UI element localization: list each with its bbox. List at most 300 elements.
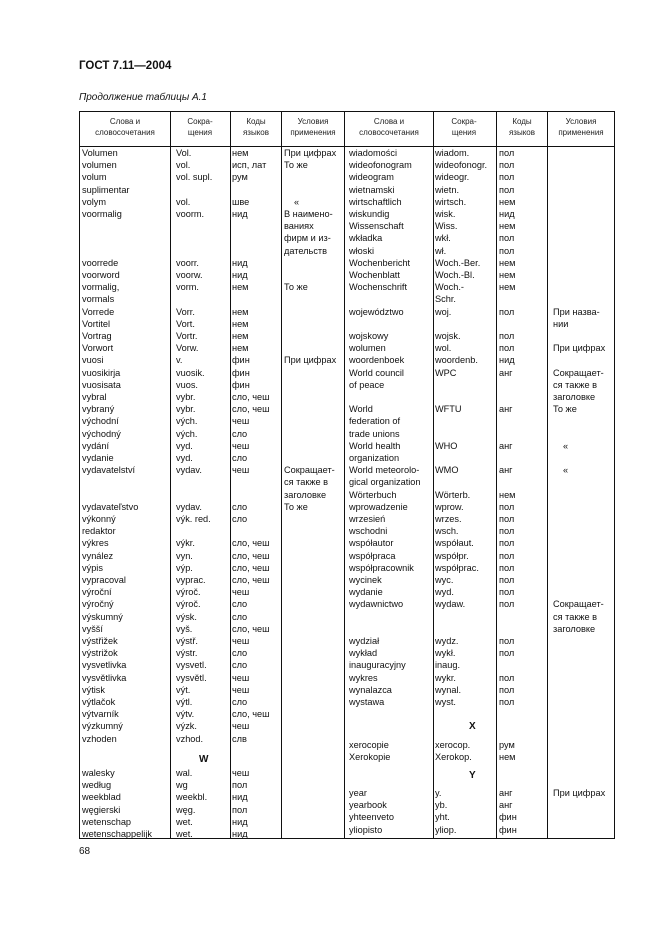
column-header-abbr: Сокра-щения: [187, 117, 213, 137]
cell-cond: То же: [284, 282, 308, 293]
cell-code: пол: [499, 160, 515, 171]
cell-abbr: Vortr.: [176, 331, 198, 341]
cell-code: пол: [499, 172, 515, 183]
cell-cond: «: [563, 440, 569, 451]
cell-abbr: Vol.: [176, 148, 192, 158]
cell-abbr: výkr.: [176, 538, 195, 549]
column-header-codes: Коды языков: [508, 117, 536, 137]
cell-word: výstřižek: [82, 636, 118, 646]
cell-abbr: xerocop.: [435, 740, 471, 750]
cell-abbr: vysvetl.: [176, 660, 207, 671]
cell-word: year: [349, 788, 367, 798]
cell-word: výkonný: [82, 514, 116, 524]
cell-abbr: vyš.: [176, 623, 193, 634]
cell-abbr: wg: [176, 780, 188, 791]
cell-abbr: vybr.: [176, 404, 196, 415]
cell-abbr: wietn.: [435, 184, 460, 195]
cell-cond: ваниях: [284, 221, 314, 232]
cell-abbr: WMO: [435, 465, 459, 476]
cell-abbr: WFTU: [435, 404, 462, 415]
column-header-codes: Коды языков: [242, 117, 270, 137]
cell-abbr: yliop.: [435, 824, 457, 835]
cell-abbr: współpr.: [435, 550, 469, 561]
cell-code: анг: [499, 465, 513, 476]
cell-word: Vorwort: [82, 343, 114, 354]
cell-word: vybral: [82, 392, 107, 402]
cell-word: vuosisata: [82, 379, 121, 390]
cell-word: volym: [82, 196, 106, 207]
cell-cond: «: [563, 465, 569, 476]
cell-word: weekblad: [82, 792, 121, 803]
column-header-abbr: Сокра-щения: [451, 117, 477, 137]
cell-abbr: inaug.: [435, 660, 461, 671]
cell-code: пол: [499, 636, 515, 646]
cell-word: yhteenveto: [349, 812, 394, 823]
cell-abbr: vyn.: [176, 550, 193, 561]
section-letter-x: X: [469, 721, 476, 732]
cell-cond: То же: [553, 404, 577, 415]
cell-abbr: wkł.: [435, 233, 451, 244]
cell-word: Vortrag: [82, 331, 112, 341]
cell-cond: То же: [284, 501, 308, 512]
cell-abbr: wł.: [435, 245, 447, 256]
column-divider: [496, 111, 497, 839]
cell-code: нид: [232, 792, 248, 803]
cell-word: výtisk: [82, 684, 105, 695]
cell-code: нем: [232, 318, 249, 329]
cell-code: фин: [232, 379, 250, 390]
cell-abbr: výk. red.: [176, 514, 211, 524]
cell-abbr: WHO: [435, 440, 458, 451]
cell-abbr: vol.: [176, 160, 191, 171]
cell-code: чеш: [232, 440, 250, 451]
cell-word: Wochenschrift: [349, 282, 408, 293]
cell-code: нид: [232, 829, 248, 839]
cell-code: слв: [232, 733, 247, 744]
column-divider: [79, 111, 80, 839]
column-divider: [281, 111, 282, 839]
cell-word: World meteorolo-: [349, 465, 420, 476]
cell-word: według: [82, 780, 112, 791]
cell-code: пол: [499, 514, 515, 524]
cell-word: vysvětlivka: [82, 672, 127, 683]
column-header-conditions: Условия применения: [290, 117, 336, 137]
cell-word: výzkumný: [82, 721, 123, 732]
cell-code: анг: [499, 440, 513, 451]
cell-code: пол: [499, 501, 515, 512]
cell-word: węgierski: [82, 804, 121, 815]
cell-word: vormals: [82, 294, 115, 305]
cell-word: výstrižok: [82, 648, 118, 659]
column-divider: [547, 111, 548, 839]
cell-abbr: wiadom.: [435, 148, 470, 158]
column-header-words: Слова и словосочетания: [95, 117, 155, 137]
cell-cond: При цифрах: [284, 355, 337, 366]
cell-cond: При цифрах: [553, 788, 606, 798]
column-divider: [433, 111, 434, 839]
cell-abbr: vých.: [176, 428, 198, 439]
cell-abbr: vol.: [176, 196, 191, 207]
cell-word: vydanie: [82, 453, 114, 463]
cell-code: чеш: [232, 636, 250, 646]
cell-cond: фирм и из-: [284, 233, 331, 244]
cell-word: wiadomości: [349, 148, 397, 158]
cell-word: wycinek: [349, 575, 382, 585]
cell-abbr: wet.: [176, 816, 193, 827]
cell-code: сло: [232, 611, 248, 622]
cell-word: vzhoden: [82, 733, 117, 744]
cell-cond: «: [294, 196, 300, 207]
cell-abbr: výt.: [176, 684, 191, 695]
cell-abbr: wideofonogr.: [435, 160, 488, 171]
cell-code: нид: [499, 355, 515, 366]
cell-word: woordenboek: [349, 355, 405, 366]
cell-word: Vorrede: [82, 306, 115, 317]
cell-code: пол: [499, 599, 515, 610]
cell-abbr: vorm.: [176, 282, 199, 293]
cell-abbr: yht.: [435, 812, 450, 823]
cell-abbr: WPC: [435, 367, 457, 378]
cell-code: фин: [232, 355, 250, 366]
cell-code: чеш: [232, 768, 250, 778]
cell-abbr: Vorw.: [176, 343, 199, 354]
cell-word: gical organization: [349, 477, 421, 488]
cell-abbr: vydav.: [176, 501, 202, 512]
cell-code: пол: [232, 780, 248, 791]
section-letter-y: Y: [469, 770, 476, 781]
page-number: 68: [79, 846, 91, 857]
cell-code: сло, чеш: [232, 623, 270, 634]
cell-word: inauguracyjny: [349, 660, 406, 671]
cell-word: voorword: [82, 270, 120, 280]
section-letter-w: W: [199, 754, 209, 765]
cell-abbr: Wörterb.: [435, 489, 471, 500]
cell-word: województwo: [349, 306, 404, 317]
cell-word: World council: [349, 367, 404, 378]
cell-code: нид: [232, 816, 248, 827]
cell-word: wprowadzenie: [349, 501, 408, 512]
cell-word: wojskowy: [349, 331, 389, 341]
cell-word: yliopisto: [349, 824, 383, 835]
cell-word: wetenschappelijk: [82, 829, 152, 839]
cell-word: volumen: [82, 160, 117, 171]
cell-word: vysvetlivka: [82, 660, 127, 671]
cell-abbr: výroč.: [176, 587, 201, 598]
cell-code: нем: [232, 306, 249, 317]
cell-word: wirtschaftlich: [349, 196, 402, 207]
cell-abbr: Vort.: [176, 318, 195, 329]
cell-code: пол: [499, 343, 515, 354]
cell-abbr: Vorr.: [176, 306, 195, 317]
cell-abbr: Woch.-: [435, 282, 464, 293]
cell-code: пол: [499, 648, 515, 659]
cell-abbr: wyc.: [435, 575, 454, 585]
cell-abbr: wydaw.: [435, 599, 466, 610]
table-top-border: [79, 111, 615, 112]
cell-code: пол: [499, 684, 515, 695]
cell-code: чеш: [232, 684, 250, 695]
cell-code: пол: [499, 538, 515, 549]
cell-word: vyšší: [82, 623, 103, 634]
cell-word: włoski: [349, 245, 375, 256]
cell-abbr: vybr.: [176, 392, 196, 402]
cell-word: wykres: [349, 672, 378, 683]
cell-abbr: wykł.: [435, 648, 456, 659]
cell-abbr: vuos.: [176, 379, 198, 390]
cell-word: vuosi: [82, 355, 104, 366]
cell-abbr: yb.: [435, 800, 448, 811]
cell-word: výskumný: [82, 611, 123, 622]
cell-code: анг: [499, 800, 513, 811]
cell-abbr: wideogr.: [435, 172, 470, 183]
cell-word: výtvarník: [82, 709, 119, 720]
cell-abbr: Wiss.: [435, 221, 458, 232]
cell-cond: ся также в: [553, 611, 598, 622]
cell-cond: При цифрах: [553, 343, 606, 354]
cell-abbr: y.: [435, 788, 442, 798]
cell-code: пол: [499, 331, 515, 341]
cell-word: wydanie: [349, 587, 383, 598]
cell-word: wideogram: [349, 172, 394, 183]
column-divider: [344, 111, 345, 839]
cell-code: пол: [499, 697, 515, 707]
cell-word: trade unions: [349, 428, 400, 439]
header-separator: [79, 146, 615, 147]
cell-abbr: výtl.: [176, 697, 193, 707]
cell-abbr: współaut.: [435, 538, 474, 549]
cell-word: wrzesień: [349, 514, 386, 524]
cell-code: анг: [499, 788, 513, 798]
cell-code: нид: [232, 257, 248, 268]
cell-cond: Сокращает-: [284, 465, 335, 476]
cell-abbr: wojsk.: [435, 331, 461, 341]
cell-code: чеш: [232, 465, 250, 476]
cell-code: пол: [499, 672, 515, 683]
cell-abbr: wynal.: [435, 684, 462, 695]
cell-word: organization: [349, 453, 400, 463]
cell-abbr: wal.: [176, 768, 193, 778]
cell-abbr: voorr.: [176, 257, 199, 268]
cell-code: сло, чеш: [232, 550, 270, 561]
cell-word: vuosikirja: [82, 367, 121, 378]
cell-code: фин: [499, 812, 517, 823]
cell-abbr: výstř.: [176, 636, 198, 646]
cell-word: vydavatelství: [82, 465, 136, 476]
cell-code: сло: [232, 501, 248, 512]
cell-code: рум: [232, 172, 248, 183]
column-header-words: Слова и словосочетания: [359, 117, 419, 137]
cell-word: voormalig: [82, 209, 122, 219]
cell-code: пол: [499, 562, 515, 573]
cell-word: World: [349, 404, 373, 415]
cell-cond: ся также в: [553, 379, 598, 390]
cell-code: сло: [232, 428, 248, 439]
cell-word: wschodni: [349, 526, 388, 537]
cell-word: xerocopie: [349, 740, 389, 750]
cell-code: пол: [499, 148, 515, 158]
cell-abbr: výstr.: [176, 648, 198, 659]
cell-abbr: výtv.: [176, 709, 195, 720]
cell-code: нид: [232, 270, 248, 280]
cell-code: пол: [499, 587, 515, 598]
cell-cond: дательств: [284, 245, 328, 256]
cell-word: Vortitel: [82, 318, 111, 329]
cell-code: шве: [232, 196, 250, 207]
cell-word: Volumen: [82, 148, 118, 158]
cell-abbr: vyprac.: [176, 575, 206, 585]
cell-code: пол: [499, 306, 515, 317]
cell-abbr: wrzes.: [435, 514, 462, 524]
cell-abbr: wet.: [176, 829, 193, 839]
cell-code: пол: [499, 184, 515, 195]
cell-code: анг: [499, 367, 513, 378]
cell-word: Xerokopie: [349, 752, 391, 763]
cell-code: пол: [232, 804, 248, 815]
cell-word: vynález: [82, 550, 114, 561]
cell-abbr: vyd.: [176, 453, 193, 463]
cell-word: Wissenschaft: [349, 221, 404, 232]
cell-abbr: v.: [176, 355, 183, 366]
cell-code: нид: [232, 209, 248, 219]
document-title: ГОСТ 7.11—2004: [79, 60, 172, 72]
cell-code: сло: [232, 514, 248, 524]
cell-code: нем: [499, 196, 516, 207]
cell-code: нем: [232, 331, 249, 341]
cell-code: сло, чеш: [232, 709, 270, 720]
cell-abbr: węg.: [176, 804, 196, 815]
cell-word: výroční: [82, 587, 112, 598]
cell-word: suplimentar: [82, 184, 130, 195]
cell-abbr: vých.: [176, 416, 198, 427]
cell-abbr: wyst.: [435, 697, 456, 707]
cell-word: výročný: [82, 599, 114, 610]
cell-code: сло: [232, 599, 248, 610]
cell-abbr: vuosik.: [176, 367, 205, 378]
cell-abbr: voorm.: [176, 209, 205, 219]
cell-word: voorrede: [82, 257, 119, 268]
cell-cond: При цифрах: [284, 148, 337, 158]
cell-word: wydawnictwo: [349, 599, 404, 610]
cell-word: volum: [82, 172, 107, 183]
cell-code: сло: [232, 453, 248, 463]
cell-abbr: voorw.: [176, 270, 203, 280]
cell-word: wykład: [349, 648, 378, 659]
cell-code: сло, чеш: [232, 562, 270, 573]
cell-abbr: weekbl.: [176, 792, 208, 803]
column-divider: [170, 111, 171, 839]
cell-cond: заголовке: [284, 489, 327, 500]
cell-word: Wochenblatt: [349, 270, 400, 280]
cell-code: сло: [232, 648, 248, 659]
cell-code: нем: [499, 221, 516, 232]
cell-word: wetenschap: [82, 816, 132, 827]
cell-abbr: výzk.: [176, 721, 197, 732]
cell-word: wydział: [349, 636, 380, 646]
cell-code: нем: [499, 270, 516, 280]
cell-abbr: Woch.-Ber.: [435, 257, 481, 268]
cell-word: vydavateľstvo: [82, 501, 139, 512]
cell-abbr: výsk.: [176, 611, 197, 622]
cell-code: нем: [499, 752, 516, 763]
cell-code: сло, чеш: [232, 404, 270, 415]
cell-word: wideofonogram: [349, 160, 412, 171]
cell-word: wystawa: [349, 697, 385, 707]
cell-cond: В наимено-: [284, 209, 333, 219]
cell-code: пол: [499, 233, 515, 244]
cell-abbr: vyd.: [176, 440, 193, 451]
cell-abbr: wyd.: [435, 587, 454, 598]
cell-word: redaktor: [82, 526, 116, 537]
cell-abbr: Xerokop.: [435, 752, 472, 763]
cell-code: сло: [232, 660, 248, 671]
cell-abbr: współprac.: [435, 562, 479, 573]
cell-code: фин: [232, 367, 250, 378]
cell-abbr: wydz.: [435, 636, 459, 646]
cell-cond: Сокращает-: [553, 367, 604, 378]
cell-abbr: wisk.: [435, 209, 456, 219]
cell-abbr: vydav.: [176, 465, 202, 476]
cell-cond: Сокращает-: [553, 599, 604, 610]
cell-abbr: Woch.-Bl.: [435, 270, 475, 280]
cell-code: нид: [499, 209, 515, 219]
cell-word: vypracoval: [82, 575, 126, 585]
cell-word: współautor: [349, 538, 394, 549]
cell-code: сло, чеш: [232, 575, 270, 585]
cell-abbr: woj.: [435, 306, 452, 317]
cell-code: чеш: [232, 672, 250, 683]
cell-cond: При назва-: [553, 306, 600, 317]
cell-abbr: wykr.: [435, 672, 456, 683]
cell-word: współpraca: [349, 550, 396, 561]
cell-code: чеш: [232, 416, 250, 427]
cell-code: пол: [499, 245, 515, 256]
cell-code: пол: [499, 575, 515, 585]
cell-abbr: woordenb.: [435, 355, 478, 366]
abbreviations-table: [79, 111, 615, 839]
cell-code: нем: [232, 343, 249, 354]
cell-cond: заголовке: [553, 392, 596, 402]
cell-word: World health: [349, 440, 401, 451]
cell-word: vormalig,: [82, 282, 120, 293]
cell-abbr: wol.: [435, 343, 452, 354]
cell-abbr: výroč.: [176, 599, 201, 610]
cell-abbr: vzhod.: [176, 733, 204, 744]
cell-abbr: wirtsch.: [435, 196, 467, 207]
cell-word: výtlačok: [82, 697, 116, 707]
cell-word: Wochenbericht: [349, 257, 411, 268]
cell-cond: заголовке: [553, 623, 596, 634]
cell-code: нем: [232, 148, 249, 158]
cell-code: анг: [499, 404, 513, 415]
cell-cond: То же: [284, 160, 308, 171]
cell-code: исп, лат: [232, 160, 267, 171]
cell-abbr: wprow.: [435, 501, 464, 512]
cell-cond: нии: [553, 318, 569, 329]
cell-word: współpracownik: [349, 562, 414, 573]
table-continuation-caption: Продолжение таблицы А.1: [79, 92, 207, 103]
cell-code: пол: [499, 550, 515, 561]
cell-word: federation of: [349, 416, 401, 427]
cell-word: wolumen: [349, 343, 386, 354]
cell-code: нем: [499, 489, 516, 500]
table-bottom-border: [79, 838, 615, 839]
cell-code: нем: [499, 257, 516, 268]
cell-word: vybraný: [82, 404, 115, 415]
cell-cond: ся также в: [284, 477, 329, 488]
cell-code: пол: [499, 526, 515, 537]
cell-word: výpis: [82, 562, 103, 573]
column-divider: [230, 111, 231, 839]
